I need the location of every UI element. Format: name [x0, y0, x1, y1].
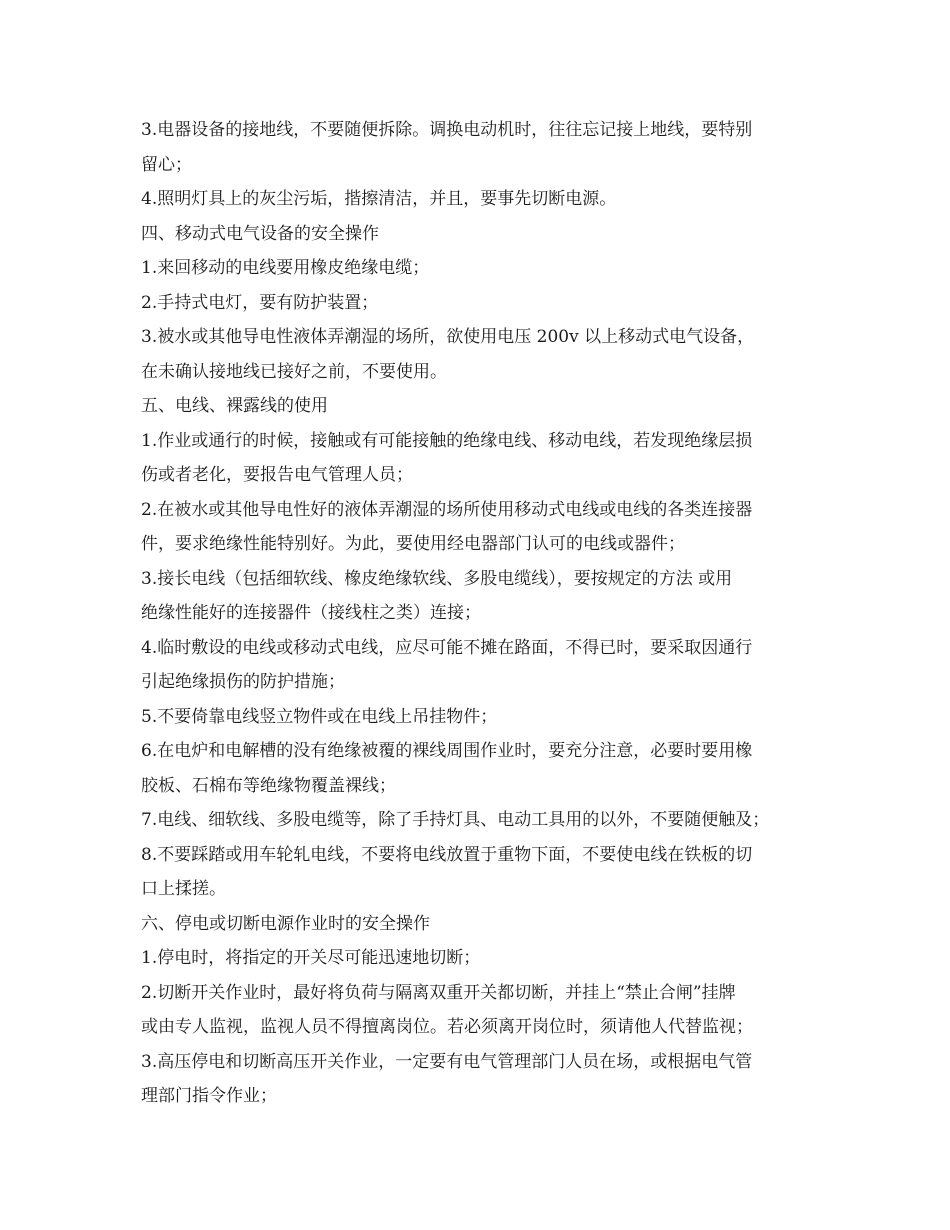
- text-line: 或由专人监视，监视人员不得擅离岗位。若必须离开岗位时，须请他人代替监视；: [141, 1017, 753, 1037]
- text-line: 1.来回移动的电线要用橡皮绝缘电缆；: [141, 258, 430, 278]
- text-line: 在未确认接地线已接好之前，不要使用。: [141, 361, 447, 382]
- text-line: 2.在被水或其他导电性好的液体弄潮湿的场所使用移动式电线或电线的各类连接器: [141, 499, 753, 520]
- text-line: 绝缘性能好的连接器件（接线柱之类）连接；: [141, 603, 481, 623]
- section-heading: 五、电线、裸露线的使用: [141, 396, 328, 416]
- text-line: 留心；: [141, 154, 192, 175]
- text-line: 5.不要倚靠电线竖立物件或在电线上吊挂物件；: [141, 706, 498, 727]
- document-body: [141, 113, 821, 1114]
- text-line: 3.电器设备的接地线，不要随便拆除。调换电动机时，往往忘记接上地线，要特别: [141, 120, 753, 140]
- text-line: 6.在电炉和电解槽的没有绝缘被覆的裸线周围作业时，要充分注意，必要时要用橡: [141, 741, 753, 761]
- text-line: 2.切断开关作业时，最好将负荷与隔离双重开关都切断，并挂上“禁止合闸”挂牌: [141, 982, 736, 1003]
- text-line: 3.接长电线（包括细软线、橡皮绝缘软线、多股电缆线），要按规定的方法 或用: [141, 568, 733, 589]
- text-line: 4.临时敷设的电线或移动式电线，应尽可能不摊在路面，不得已时，要采取因通行: [141, 637, 753, 658]
- text-line: 理部门指令作业；: [141, 1086, 277, 1106]
- text-line: 口上揉搓。: [141, 879, 226, 899]
- text-line: 3.被水或其他导电性液体弄潮湿的场所，欲使用电压 200v 以上移动式电气设备，: [141, 327, 755, 347]
- text-line: 4.照明灯具上的灰尘污垢，揩擦清洁，并且，要事先切断电源。: [141, 189, 617, 209]
- text-line: 2.手持式电灯，要有防护装置；: [141, 292, 379, 313]
- section-heading: 六、停电或切断电源作业时的安全操作: [141, 913, 430, 934]
- text-line: 1.作业或通行的时候，接触或有可能接触的绝缘电线、移动电线，若发现绝缘层损: [141, 430, 753, 451]
- text-line: 1.停电时，将指定的开关尽可能迅速地切断；: [141, 948, 481, 968]
- text-line: 引起绝缘损伤的防护措施；: [141, 672, 345, 692]
- section-heading: 四、移动式电气设备的安全操作: [141, 223, 379, 244]
- text-line: 8.不要踩踏或用车轮轧电线，不要将电线放置于重物下面，不要使电线在铁板的切: [141, 844, 753, 865]
- text-line: 胶板、石棉布等绝缘物覆盖裸线；: [141, 775, 396, 796]
- text-line: 3.高压停电和切断高压开关作业，一定要有电气管理部门人员在场，或根据电气管: [141, 1051, 753, 1072]
- text-line: 7.电线、细软线、多股电缆等，除了手持灯具、电动工具用的以外，不要随便触及；: [141, 810, 770, 830]
- text-line: 件，要求绝缘性能特别好。为此，要使用经电器部门认可的电线或器件；: [141, 534, 685, 554]
- text-line: 伤或者老化，要报告电气管理人员；: [141, 465, 413, 485]
